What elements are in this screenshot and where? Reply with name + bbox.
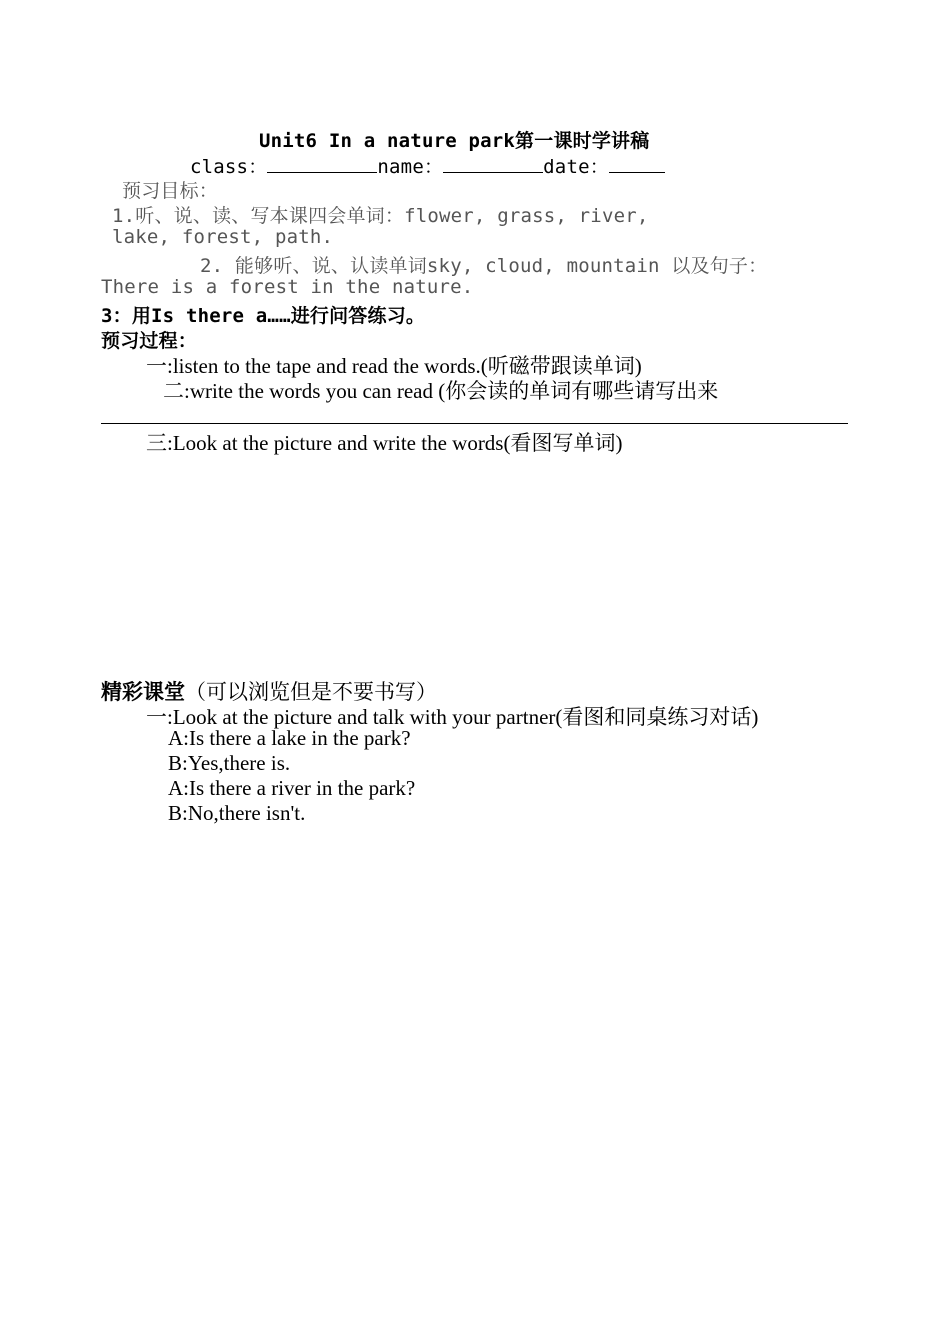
- name-blank[interactable]: [443, 154, 543, 173]
- goals-heading: 预习目标：: [122, 180, 219, 202]
- dialogue-line: A:Is there a lake in the park?: [168, 726, 411, 750]
- dialogue-line: B:Yes,there is.: [168, 751, 291, 775]
- goal-item-3: 3：用Is there a……进行问答练习。: [101, 305, 426, 327]
- goal-item-1: 1.听、说、读、写本课四会单词：flower, grass, river,: [112, 205, 649, 227]
- goal-item-2-sentence: There is a forest in the nature.: [101, 276, 474, 298]
- date-blank[interactable]: [609, 154, 665, 173]
- page-title: Unit6 In a nature park第一课时学讲稿: [259, 130, 650, 152]
- class-blank[interactable]: [267, 154, 377, 173]
- dialogue-line: B:No,there isn't.: [168, 801, 306, 825]
- answer-line[interactable]: [101, 423, 848, 424]
- classroom-heading-note: （可以浏览但是不要书写）: [185, 680, 437, 704]
- classroom-task-1: 一:Look at the picture and talk with your partner(看图和同桌练习对话): [146, 705, 759, 729]
- classroom-heading-title: 精彩课堂: [101, 680, 185, 704]
- preview-step-2: 二:write the words you can read (你会读的单词有哪些请写出来: [163, 379, 719, 403]
- class-label: class：: [190, 156, 268, 178]
- preview-step-1: 一:listen to the tape and read the words.(听磁带跟读单词): [146, 354, 642, 378]
- date-label: date：: [543, 156, 609, 178]
- student-info-row: [190, 152, 665, 179]
- goal-item-1-continued: lake, forest, path.: [112, 226, 334, 248]
- goal-item-2: 2. 能够听、说、认读单词sky, cloud, mountain 以及句子：: [200, 255, 768, 277]
- preview-step-3: 三:Look at the picture and write the words(看图写单词): [146, 431, 623, 455]
- preview-heading: 预习过程：: [101, 330, 198, 352]
- dialogue-line: A:Is there a river in the park?: [168, 776, 416, 800]
- name-label: name：: [377, 156, 444, 178]
